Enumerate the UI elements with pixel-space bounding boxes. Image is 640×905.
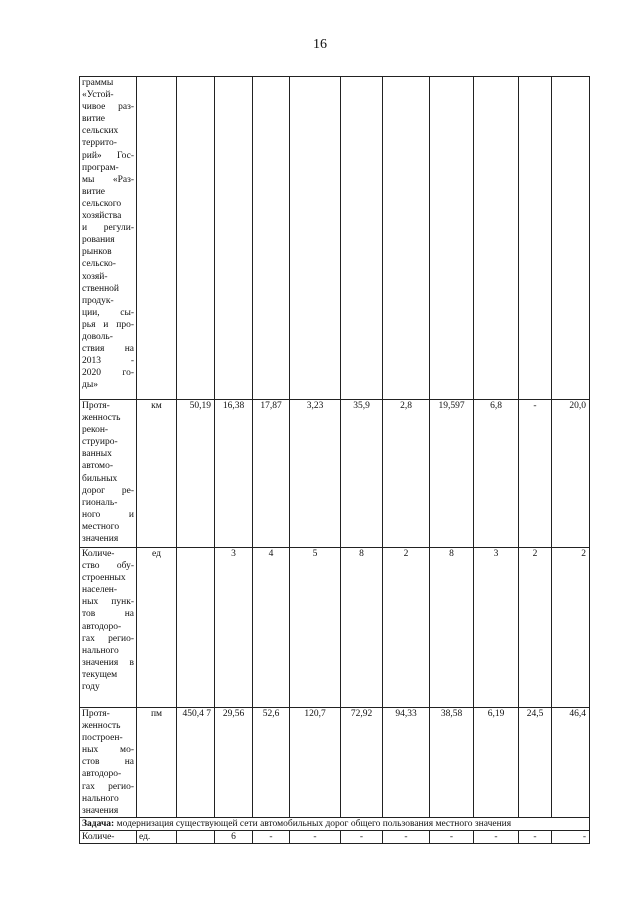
indicator-name-line: женность xyxy=(82,721,121,732)
value-cell: 8 xyxy=(341,548,383,708)
table-row xyxy=(80,77,590,400)
value-cell: 4 xyxy=(253,548,290,708)
value-cell: 17,87 xyxy=(253,400,290,548)
indicator-name-line: построен- xyxy=(82,733,123,744)
value-cell: 8 xyxy=(430,548,474,708)
indicator-name-line: ды» xyxy=(82,380,98,391)
value-cell xyxy=(290,77,341,400)
table-row xyxy=(80,831,590,844)
indicator-name-line: значения xyxy=(82,534,119,545)
indicator-name-cell xyxy=(80,548,137,708)
indicator-name-line: ции, сы- xyxy=(82,307,134,318)
indicator-name-line: граммы xyxy=(82,78,114,88)
indicator-name-line: витие xyxy=(82,186,106,197)
indicator-name-line: текущем xyxy=(82,669,118,680)
indicator-name-line: сельского xyxy=(82,198,122,209)
value-cell xyxy=(474,77,519,400)
value-cell: 3 xyxy=(474,548,519,708)
value-cell: - xyxy=(290,831,341,844)
indicator-name-line: автодоро- xyxy=(82,769,122,780)
value-cell xyxy=(177,77,215,400)
indicator-name-line: населен- xyxy=(82,585,118,596)
value-cell: - xyxy=(519,400,552,548)
indicator-name-line: ных пунк- xyxy=(82,597,134,608)
value-cell: 24,5 xyxy=(519,708,552,818)
unit-cell: км xyxy=(137,400,177,548)
value-cell: 50,19 xyxy=(177,400,215,548)
indicator-name-line: гах регио- xyxy=(82,781,134,792)
indicator-name-line: доволь- xyxy=(82,331,113,342)
task-text: модернизация существующей сети автомобильных дорог общего пользования местного значения xyxy=(114,819,512,829)
indicator-name-cell xyxy=(80,400,137,548)
value-cell: - xyxy=(253,831,290,844)
indicator-name-line: местного xyxy=(82,521,120,532)
value-cell: 52,6 xyxy=(253,708,290,818)
indicator-name-cell xyxy=(80,708,137,818)
value-cell xyxy=(552,77,590,400)
value-cell: 2,8 xyxy=(383,400,430,548)
indicator-name-line: тов на xyxy=(82,609,134,620)
indicator-name-line: струиро- xyxy=(82,437,118,448)
indicator-name-line: гах регио- xyxy=(82,633,134,644)
indicator-name-line: Протя- xyxy=(82,709,110,719)
indicator-name-line: бильных xyxy=(82,473,118,484)
indicator-name-line: сельско- xyxy=(82,259,116,270)
value-cell: - xyxy=(552,831,590,844)
indicator-name-line: и регули- xyxy=(82,223,134,234)
indicator-name-cell xyxy=(80,77,137,400)
indicator-name-line: нального xyxy=(82,645,119,656)
value-cell: 6,8 xyxy=(474,400,519,548)
value-cell: - xyxy=(474,831,519,844)
indicator-name-line: мы «Раз- xyxy=(82,174,134,185)
value-cell: - xyxy=(383,831,430,844)
indicator-name-line: сельских xyxy=(82,126,119,137)
value-cell: 6 xyxy=(215,831,253,844)
value-cell: 2 xyxy=(519,548,552,708)
indicator-name-line: автомо- xyxy=(82,461,113,472)
indicator-name-line: нального xyxy=(82,793,119,804)
value-cell xyxy=(177,831,215,844)
value-cell: 450,4 7 xyxy=(177,708,215,818)
value-cell: 3,23 xyxy=(290,400,341,548)
indicator-name-line: Количе- xyxy=(82,549,115,559)
indicator-name-line: Протя- xyxy=(82,401,110,411)
value-cell xyxy=(430,77,474,400)
value-cell: 94,33 xyxy=(383,708,430,818)
indicator-name-line: рынков xyxy=(82,247,112,258)
table-row xyxy=(80,548,590,708)
table-row xyxy=(80,708,590,818)
value-cell: 3 xyxy=(215,548,253,708)
value-cell xyxy=(253,77,290,400)
indicator-name-line: женность xyxy=(82,413,121,424)
indicator-name-line: 2013 - xyxy=(82,356,134,367)
indicator-name-line: програм- xyxy=(82,162,119,173)
indicator-name-line: значения xyxy=(82,805,119,816)
indicator-name-line: хозяй- xyxy=(82,271,108,282)
value-cell: 16,38 xyxy=(215,400,253,548)
value-cell: 2 xyxy=(383,548,430,708)
unit-cell: ед xyxy=(137,548,177,708)
indicator-name-line: рья и про- xyxy=(82,319,134,330)
indicator-name-line: году xyxy=(82,682,100,693)
task-label: Задача: xyxy=(82,819,115,829)
task-row xyxy=(80,818,590,831)
value-cell: 38,58 xyxy=(430,708,474,818)
value-cell: 46,4 xyxy=(552,708,590,818)
indicator-name-line: стов на xyxy=(82,757,134,768)
value-cell: - xyxy=(430,831,474,844)
value-cell: - xyxy=(519,831,552,844)
value-cell: 35,9 xyxy=(341,400,383,548)
unit-cell xyxy=(137,77,177,400)
indicator-name-line: 2020 го- xyxy=(82,368,134,379)
indicator-name-line: рования xyxy=(82,235,115,246)
value-cell xyxy=(519,77,552,400)
value-cell: 2 xyxy=(552,548,590,708)
indicator-name-line: ванных xyxy=(82,449,112,460)
indicator-name-line: гиональ- xyxy=(82,497,118,508)
indicator-name-line: ство обу- xyxy=(82,561,134,572)
indicator-name-line: ственной xyxy=(82,283,120,294)
indicator-name-line: дорог ре- xyxy=(82,485,134,496)
indicator-name-line: чивое раз- xyxy=(82,102,134,113)
indicator-name-line: ных мо- xyxy=(82,745,134,756)
value-cell xyxy=(383,77,430,400)
indicator-name-line: хозяйства xyxy=(82,211,122,222)
indicator-name-line: ного и xyxy=(82,509,134,520)
indicator-name-line: террито- xyxy=(82,138,117,149)
value-cell xyxy=(341,77,383,400)
value-cell: 6,19 xyxy=(474,708,519,818)
value-cell: 72,92 xyxy=(341,708,383,818)
indicator-name-line: автодоро- xyxy=(82,621,122,632)
value-cell: 5 xyxy=(290,548,341,708)
indicator-name-line: рекон- xyxy=(82,425,109,436)
page-number: 16 xyxy=(313,37,327,52)
value-cell: 19,597 xyxy=(430,400,474,548)
task-cell xyxy=(80,818,590,831)
indicator-name-line: ствия на xyxy=(82,344,134,355)
value-cell: 120,7 xyxy=(290,708,341,818)
unit-cell: пм xyxy=(137,708,177,818)
unit-cell: ед. xyxy=(137,831,177,844)
indicator-name-line: рий» Гос- xyxy=(82,150,134,161)
indicator-name-line: продук- xyxy=(82,295,114,306)
value-cell: - xyxy=(341,831,383,844)
value-cell xyxy=(177,548,215,708)
indicator-name-cell: Количе- xyxy=(80,831,137,844)
value-cell: 20,0 xyxy=(552,400,590,548)
indicators-table xyxy=(79,76,590,844)
indicator-name-line: «Устой- xyxy=(82,90,114,101)
value-cell xyxy=(215,77,253,400)
table-row xyxy=(80,400,590,548)
indicator-name-line: значения в xyxy=(82,657,134,668)
value-cell: 29,56 xyxy=(215,708,253,818)
indicator-name-line: строенных xyxy=(82,573,126,584)
indicator-name-line: витие xyxy=(82,114,106,125)
